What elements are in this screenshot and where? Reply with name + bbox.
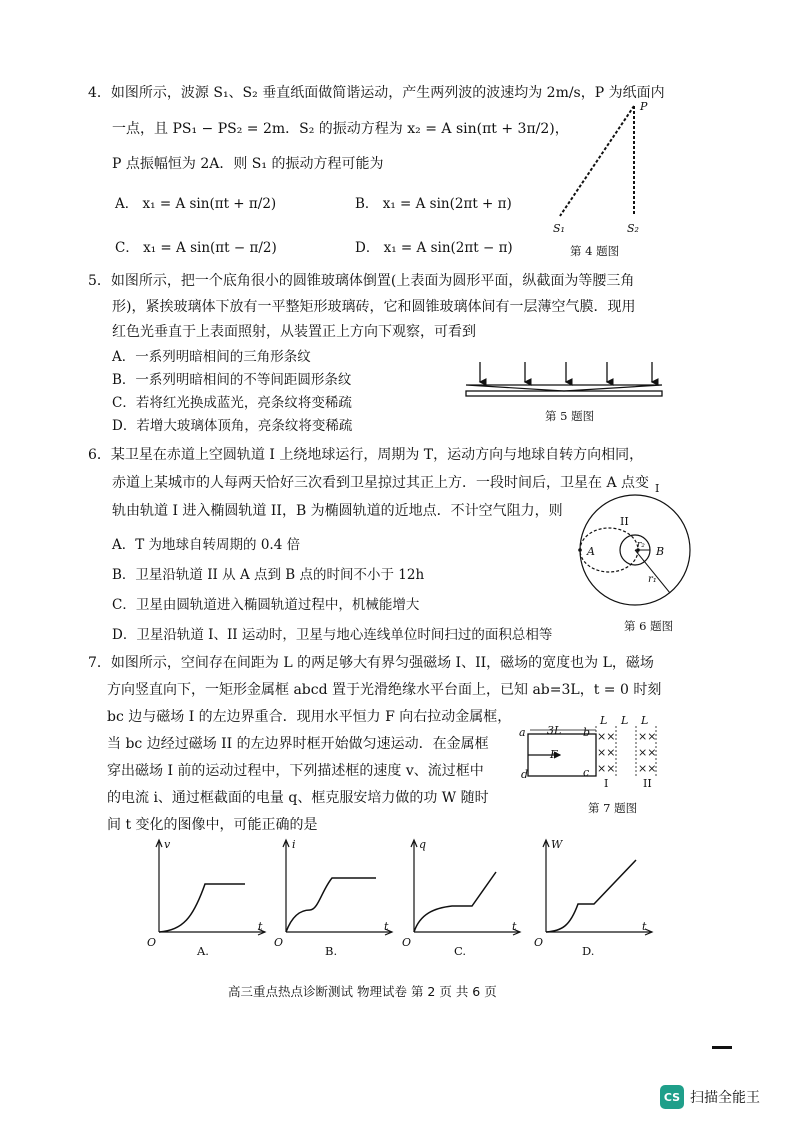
q7-line1: 7．如图所示，空间存在间距为 L 的两足够大有界匀强磁场 I、II，磁场的宽度也为 L，磁场 xyxy=(88,655,654,671)
q7-graph-c-ylabel: q xyxy=(419,838,427,851)
q7-graph-d-origin: O xyxy=(534,936,544,949)
q4-line1: 4．如图所示，波源 S₁、S₂ 垂直纸面做简谐运动，产生两列波的波速均为 2m/s，P 为纸面内 xyxy=(88,85,665,101)
q5-line2: 形)，紧挨玻璃体下放有一平整矩形玻璃砖，它和圆锥玻璃体间有一层薄空气膜．现用 xyxy=(112,299,636,315)
q7-label-l2: L xyxy=(621,714,629,727)
q6-caption: 第 6 题图 xyxy=(624,619,674,633)
q4-label-s2: S₂ xyxy=(627,222,639,235)
q6-line1: 6．某卫星在赤道上空圆轨道 I 上绕地球运行，周期为 T，运动方向与地球自转方向相同， xyxy=(88,447,644,463)
q7-field1-cross: ×× xyxy=(597,730,616,743)
scan-mark xyxy=(712,1046,732,1049)
page-footer: 高三重点热点诊断测试 物理试卷 第 2 页 共 6 页 xyxy=(228,984,497,999)
q7-caption: 第 7 题图 xyxy=(588,801,638,815)
q7-curve-d xyxy=(546,860,636,932)
q6-label-r1: r₁ xyxy=(648,574,657,585)
q7-label-field-1: I xyxy=(604,777,609,790)
q7-label-l3: L xyxy=(641,714,649,727)
q7-graph-b-origin: O xyxy=(274,936,284,949)
q7-field2-cross: ×× xyxy=(638,746,657,759)
q7-graph-b-xlabel: t xyxy=(384,920,389,933)
q5-figure xyxy=(462,360,672,405)
q7-line5: 穿出磁场 I 前的运动过程中，下列描述框的速度 v、流过框中 xyxy=(107,763,484,779)
q7-curve-b xyxy=(286,878,376,932)
q7-field2-cross: ×× xyxy=(638,762,657,775)
q7-line4: 当 bc 边经过磁场 II 的左边界时框开始做匀速运动．在金属框 xyxy=(107,736,489,752)
q7-label-f: F xyxy=(550,748,558,761)
q7-graph-b-option: B. xyxy=(325,944,338,958)
q7-graph-d-xlabel: t xyxy=(642,920,647,933)
q7-graph-a-origin: O xyxy=(147,936,157,949)
q7-field1-cross: ×× xyxy=(597,746,616,759)
q4-line3: P 点振幅恒为 2A．则 S₁ 的振动方程可能为 xyxy=(112,156,384,172)
q5-option-d: D．若增大玻璃体顶角，亮条纹将变稀疏 xyxy=(112,418,353,434)
q7-label-3l: 3L xyxy=(547,724,562,737)
q4-figure xyxy=(540,98,650,238)
q7-label-b: b xyxy=(583,726,591,739)
q7-graph-b xyxy=(272,838,397,938)
q6-label-a: A xyxy=(587,545,595,558)
q7-graph-d xyxy=(532,838,657,938)
q7-label-c: c xyxy=(583,766,590,779)
q7-label-field-2: II xyxy=(643,777,652,790)
q7-graph-b-ylabel: i xyxy=(292,838,296,851)
q6-option-c: C．卫星由圆轨道进入椭圆轨道过程中，机械能增大 xyxy=(112,597,420,613)
q7-graph-c-option: C. xyxy=(454,944,467,958)
q7-graph-a-ylabel: v xyxy=(164,838,171,851)
q7-graph-d-option: D. xyxy=(582,944,595,958)
q5-option-c: C．若将红光换成蓝光，亮条纹将变稀疏 xyxy=(112,395,352,411)
q7-label-a: a xyxy=(519,726,526,739)
q4-label-s1: S₁ xyxy=(553,222,565,235)
q4-option-c: C． x₁ = A sin(πt − π/2) xyxy=(115,240,277,256)
q4-caption: 第 4 题图 xyxy=(570,244,620,258)
q7-field2-cross: ×× xyxy=(638,730,657,743)
q6-option-b: B．卫星沿轨道 II 从 A 点到 B 点的时间不小于 12h xyxy=(112,567,425,583)
q7-graph-d-ylabel: W xyxy=(551,838,563,851)
q7-curve-c xyxy=(414,872,496,932)
q5-line3: 红色光垂直于上表面照射，从装置正上方向下观察，可看到 xyxy=(112,324,476,340)
q6-line2: 赤道上某城市的人每两天恰好三次看到卫星掠过其正上方．一段时间后，卫星在 A 点变 xyxy=(112,475,650,491)
q6-label-b: B xyxy=(656,545,665,558)
q7-graph-c-xlabel: t xyxy=(512,920,517,933)
q5-caption: 第 5 题图 xyxy=(545,409,595,423)
q4-label-p: P xyxy=(640,100,648,113)
q6-option-d: D．卫星沿轨道 I、II 运动时，卫星与地心连线单位时间扫过的面积总相等 xyxy=(112,627,553,643)
q7-curve-a xyxy=(159,884,245,932)
q4-option-a: A． x₁ = A sin(πt + π/2) xyxy=(115,196,277,212)
q4-option-b: B． x₁ = A sin(2πt + π) xyxy=(355,196,512,212)
q7-line3: bc 边与磁场 I 的左边界重合．现用水平恒力 F 向右拉动金属框， xyxy=(107,709,512,725)
scanner-logo: CS xyxy=(660,1085,684,1109)
scanner-brand: 扫描全能王 xyxy=(690,1090,760,1106)
q7-graph-a xyxy=(145,838,270,938)
q7-graph-c xyxy=(400,838,525,938)
q7-graph-a-option: A. xyxy=(197,944,209,958)
q4-line2: 一点，且 PS₁ − PS₂ = 2m．S₂ 的振动方程为 x₂ = A sin(πt + 3π/2)， xyxy=(112,121,569,137)
q7-label-l1: L xyxy=(600,714,608,727)
q7-label-d: d xyxy=(521,768,529,781)
q6-option-a: A．T 为地球自转周期的 0.4 倍 xyxy=(112,537,301,553)
q6-label-r2: r₂ xyxy=(637,540,645,550)
q7-field1-cross: ×× xyxy=(597,762,616,775)
q7-line6: 的电流 i、通过框截面的电量 q、框克服安培力做的功 W 随时 xyxy=(107,790,489,806)
q7-graph-c-origin: O xyxy=(402,936,412,949)
q6-line3: 轨由轨道 I 进入椭圆轨道 II，B 为椭圆轨道的近地点．不计空气阻力，则 xyxy=(112,503,563,519)
q5-line1: 5．如图所示，把一个底角很小的圆锥玻璃体倒置(上表面为圆形平面，纵截面为等腰三角 xyxy=(88,273,635,289)
q6-label-orbit-1: I xyxy=(655,482,660,495)
q7-line2: 方向竖直向下，一矩形金属框 abcd 置于光滑绝缘水平台面上，已知 ab=3L，t = 0 时刻 xyxy=(107,682,662,698)
q7-graph-a-xlabel: t xyxy=(258,920,263,933)
q6-label-orbit-2: II xyxy=(620,515,629,528)
q4-option-d: D． x₁ = A sin(2πt − π) xyxy=(355,240,513,256)
q5-option-b: B．一系列明暗相间的不等间距圆形条纹 xyxy=(112,372,352,388)
q4-line-ps1 xyxy=(560,106,634,216)
q7-line7: 间 t 变化的图像中，可能正确的是 xyxy=(107,817,318,833)
q5-option-a: A．一系列明暗相间的三角形条纹 xyxy=(112,349,311,365)
